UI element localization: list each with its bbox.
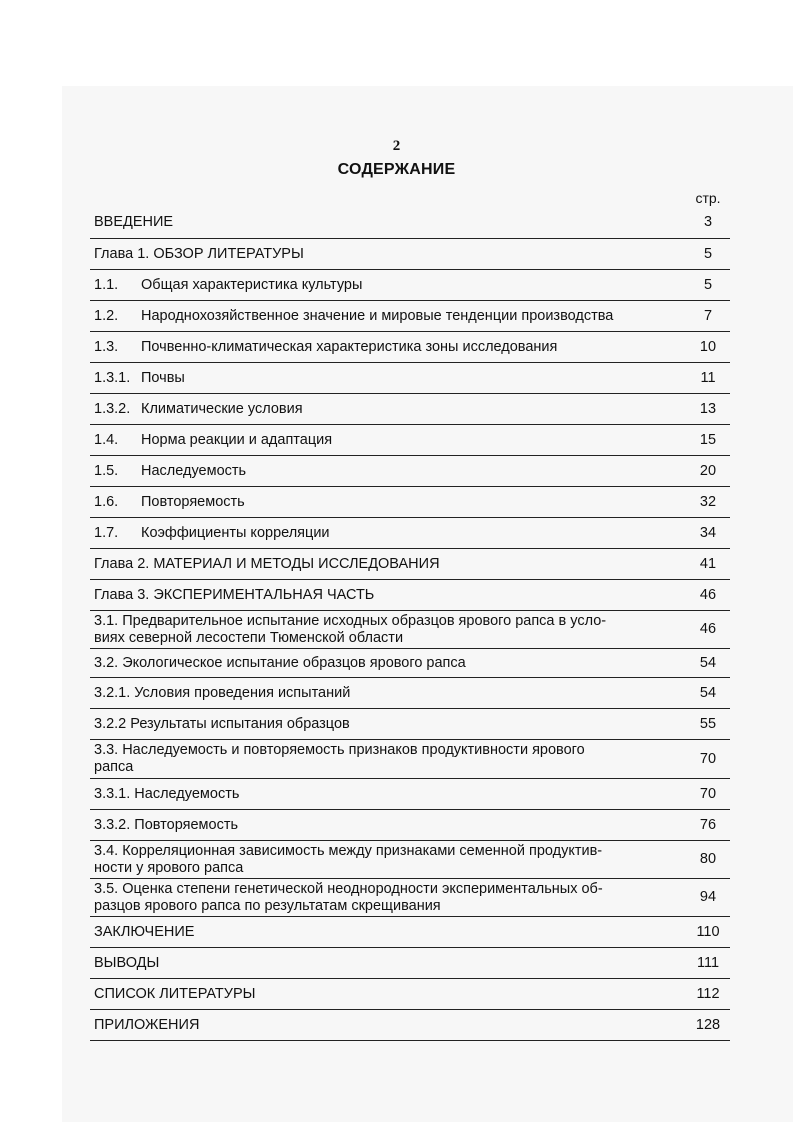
toc-entry-page: 76 <box>686 809 730 840</box>
toc-row <box>90 677 730 708</box>
toc-entry-line-1: 3.3. Наследуемость и повторяемость признаков продуктивности ярового <box>94 742 585 758</box>
toc-row <box>90 269 730 300</box>
toc-entry-page: 128 <box>686 1009 730 1040</box>
toc-entry-text: Почвенно-климатическая характеристика зоны исследования <box>141 338 558 355</box>
toc-entry-text: Глава 1. ОБЗОР ЛИТЕРАТУРЫ <box>94 245 304 262</box>
toc-entry-title <box>90 455 686 486</box>
page-number: 2 <box>392 138 401 154</box>
toc-entry-page: 20 <box>686 455 730 486</box>
toc-entry-title <box>90 809 686 840</box>
toc-entry-page: 5 <box>686 269 730 300</box>
toc-entry-page: 32 <box>686 486 730 517</box>
toc-entry-page: 7 <box>686 300 730 331</box>
toc-entry-title <box>90 207 686 238</box>
toc-entry-title <box>90 424 686 455</box>
toc-entry-page: 11 <box>686 362 730 393</box>
toc-entry-text: ВЫВОДЫ <box>94 954 160 971</box>
toc-row <box>90 579 730 610</box>
toc-entry-title <box>90 708 686 739</box>
toc-entry-text: ЗАКЛЮЧЕНИЕ <box>94 923 195 940</box>
toc-entry-page: 110 <box>686 916 730 947</box>
toc-entry-number: 1.3. <box>94 338 119 355</box>
toc-entry-title <box>90 362 686 393</box>
toc-entry-title <box>90 517 686 548</box>
toc-entry-page: 55 <box>686 708 730 739</box>
toc-entry-line-1: 3.4. Корреляционная зависимость между признаками семенной продуктив- <box>94 842 603 859</box>
toc-entry-line-1: 3.1. Предварительное испытание исходных образцов ярового рапса в усло- <box>94 612 607 629</box>
toc-entry-line-2: рапса <box>94 759 134 775</box>
toc-entry-line-2: ности у ярового рапса <box>94 859 244 876</box>
toc-row <box>90 517 730 548</box>
toc-entry-page: 111 <box>686 947 730 978</box>
toc-row <box>90 362 730 393</box>
toc-entry-page: 41 <box>686 548 730 579</box>
toc-row <box>90 331 730 362</box>
toc-entry-number: 1.2. <box>94 307 119 324</box>
toc-row <box>90 778 730 809</box>
toc-row <box>90 739 730 778</box>
toc-entry-page: 70 <box>686 778 730 809</box>
toc-row <box>90 648 730 677</box>
toc-entry-text: Почвы <box>141 369 185 386</box>
toc-entry-text: Глава 3. ЭКСПЕРИМЕНТАЛЬНАЯ ЧАСТЬ <box>94 586 375 603</box>
toc-entry-number: 1.6. <box>94 493 119 510</box>
toc-row <box>90 424 730 455</box>
toc-entry-title <box>90 1009 686 1040</box>
toc-entry-title <box>90 610 686 648</box>
toc-entry-page: 10 <box>686 331 730 362</box>
toc-entry-page: 54 <box>686 648 730 677</box>
toc-entry-text: Климатические условия <box>141 400 303 417</box>
toc-entry-page: 13 <box>686 393 730 424</box>
toc-row <box>90 393 730 424</box>
toc-row <box>90 947 730 978</box>
toc-entry-title <box>90 331 686 362</box>
toc-entry-title <box>90 300 686 331</box>
toc-entry-page: 54 <box>686 677 730 708</box>
toc-entry-text: Глава 2. МАТЕРИАЛ И МЕТОДЫ ИССЛЕДОВАНИЯ <box>94 555 440 572</box>
toc-entry-title <box>90 916 686 947</box>
toc-row <box>90 300 730 331</box>
toc-entry-title <box>90 548 686 579</box>
toc-row <box>90 708 730 739</box>
toc-entry-number: 1.1. <box>94 276 119 293</box>
toc-entry-text: СПИСОК ЛИТЕРАТУРЫ <box>94 985 256 1002</box>
toc-entry-page: 70 <box>686 739 730 778</box>
table-of-contents <box>90 207 730 1041</box>
toc-row <box>90 207 730 238</box>
toc-entry-number: 1.4. <box>94 431 119 448</box>
toc-entry-page: 80 <box>686 840 730 878</box>
toc-entry-number: 1.3.2. <box>94 400 131 417</box>
toc-row <box>90 548 730 579</box>
toc-entry-page: 3 <box>686 207 730 238</box>
toc-entry-page: 94 <box>686 878 730 916</box>
toc-entry-number: 1.3.1. <box>94 369 131 386</box>
toc-entry-text: 3.2.1. Условия проведения испытаний <box>94 684 351 701</box>
toc-row <box>90 1009 730 1040</box>
toc-entry-title <box>90 579 686 610</box>
toc-row <box>90 978 730 1009</box>
toc-row <box>90 809 730 840</box>
toc-entry-title <box>90 648 686 677</box>
toc-row <box>90 238 730 269</box>
toc-entry-number: 1.7. <box>94 524 119 541</box>
toc-row <box>90 455 730 486</box>
toc-entry-text: Народнохозяйственное значение и мировые тенденции производства <box>141 307 614 324</box>
toc-row <box>90 486 730 517</box>
toc-entry-title <box>90 486 686 517</box>
toc-entry-title <box>90 739 686 778</box>
toc-entry-line-2: виях северной лесостепи Тюменской области <box>94 629 404 646</box>
toc-entry-title <box>90 878 686 916</box>
toc-entry-text: Повторяемость <box>141 493 245 510</box>
toc-entry-page: 34 <box>686 517 730 548</box>
toc-entry-text: 3.2.2 Результаты испытания образцов <box>94 715 350 732</box>
toc-entry-text: 3.2. Экологическое испытание образцов ярового рапса <box>94 654 466 671</box>
toc-entry-title <box>90 978 686 1009</box>
toc-entry-title <box>90 269 686 300</box>
toc-entry-page: 46 <box>686 579 730 610</box>
toc-row <box>90 610 730 648</box>
toc-entry-title <box>90 840 686 878</box>
toc-row <box>90 916 730 947</box>
toc-entry-text: Норма реакции и адаптация <box>141 431 333 448</box>
toc-entry-page: 15 <box>686 424 730 455</box>
page-column-label: стр. <box>695 190 721 206</box>
toc-entry-text: 3.3.1. Наследуемость <box>94 785 240 802</box>
toc-entry-title <box>90 393 686 424</box>
toc-entry-text: Общая характеристика культуры <box>141 276 363 293</box>
toc-entry-text: Коэффициенты корреляции <box>141 524 330 541</box>
toc-entry-text: Наследуемость <box>141 462 247 479</box>
toc-entry-text: ПРИЛОЖЕНИЯ <box>94 1016 200 1033</box>
toc-row <box>90 878 730 916</box>
toc-entry-line-1: 3.5. Оценка степени генетической неоднородности экспериментальных об- <box>94 880 603 897</box>
toc-entry-number: 1.5. <box>94 462 119 479</box>
toc-entry-title <box>90 778 686 809</box>
toc-entry-line-2: разцов ярового рапса по результатам скрещивания <box>94 897 441 914</box>
toc-entry-page: 5 <box>686 238 730 269</box>
page-title: СОДЕРЖАНИЕ <box>337 161 456 178</box>
toc-row <box>90 840 730 878</box>
toc-entry-title <box>90 947 686 978</box>
toc-entry-title <box>90 677 686 708</box>
toc-entry-page: 112 <box>686 978 730 1009</box>
toc-entry-text: 3.3.2. Повторяемость <box>94 816 239 833</box>
toc-entry-title <box>90 238 686 269</box>
toc-entry-text: ВВЕДЕНИЕ <box>94 214 174 231</box>
toc-entry-page: 46 <box>686 610 730 648</box>
